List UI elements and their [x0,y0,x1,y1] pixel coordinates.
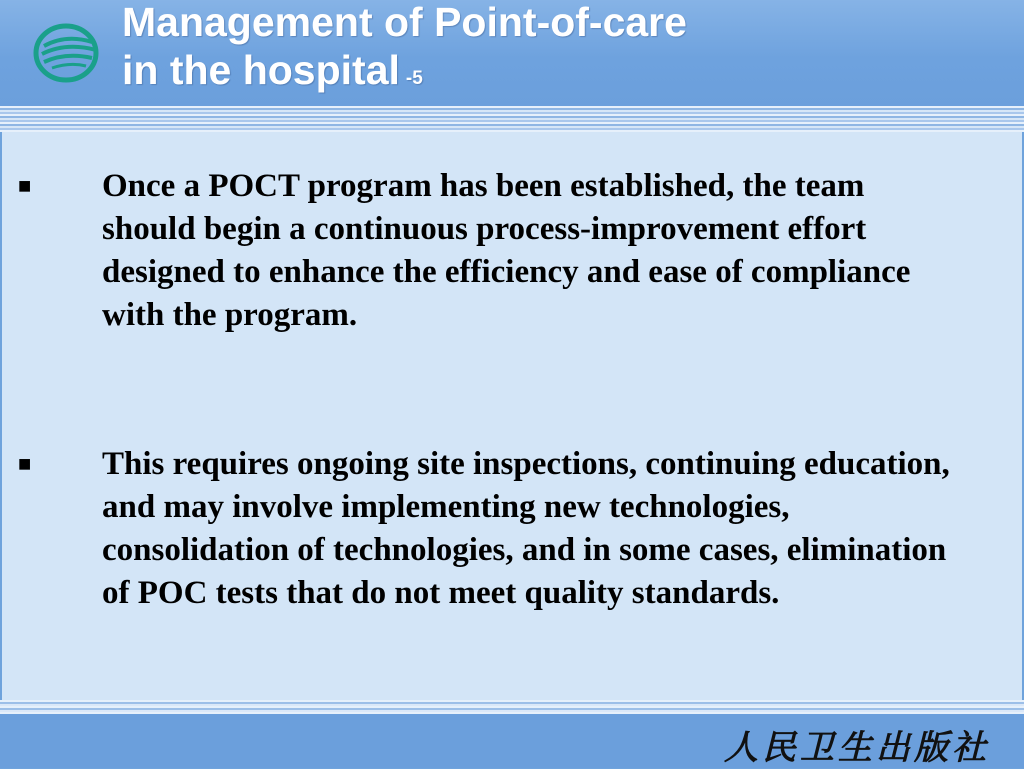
slide-header [0,0,1024,106]
footer-divider [0,700,1024,714]
slide-footer [0,714,1024,768]
bullet-marker: ■ [18,451,32,476]
publisher-name: 人民卫生出版社 [724,728,990,768]
bullet-text: Once a POCT program has been established, the team should begin a continuous process-improvement effort designed to enhance the efficiency and ease of compliance with the program. [102,168,911,333]
bullet-item [18,164,960,337]
bullet-item [18,442,960,615]
slide-title [122,0,687,103]
slide-body [2,132,1022,700]
title-suffix: -5 [405,68,423,89]
title-line-2: in the hospital [122,47,400,93]
publisher-logo-icon [30,22,102,84]
header-divider [0,106,1024,132]
title-line-1: Management of Point-of-care [122,0,687,45]
bullet-text: This requires ongoing site inspections, continuing education, and may involve implementing new technologies, consolidation of technologies, and in some cases, elimination of POC tests that do not meet quality standards. [102,446,950,611]
bullet-marker: ■ [18,173,32,198]
